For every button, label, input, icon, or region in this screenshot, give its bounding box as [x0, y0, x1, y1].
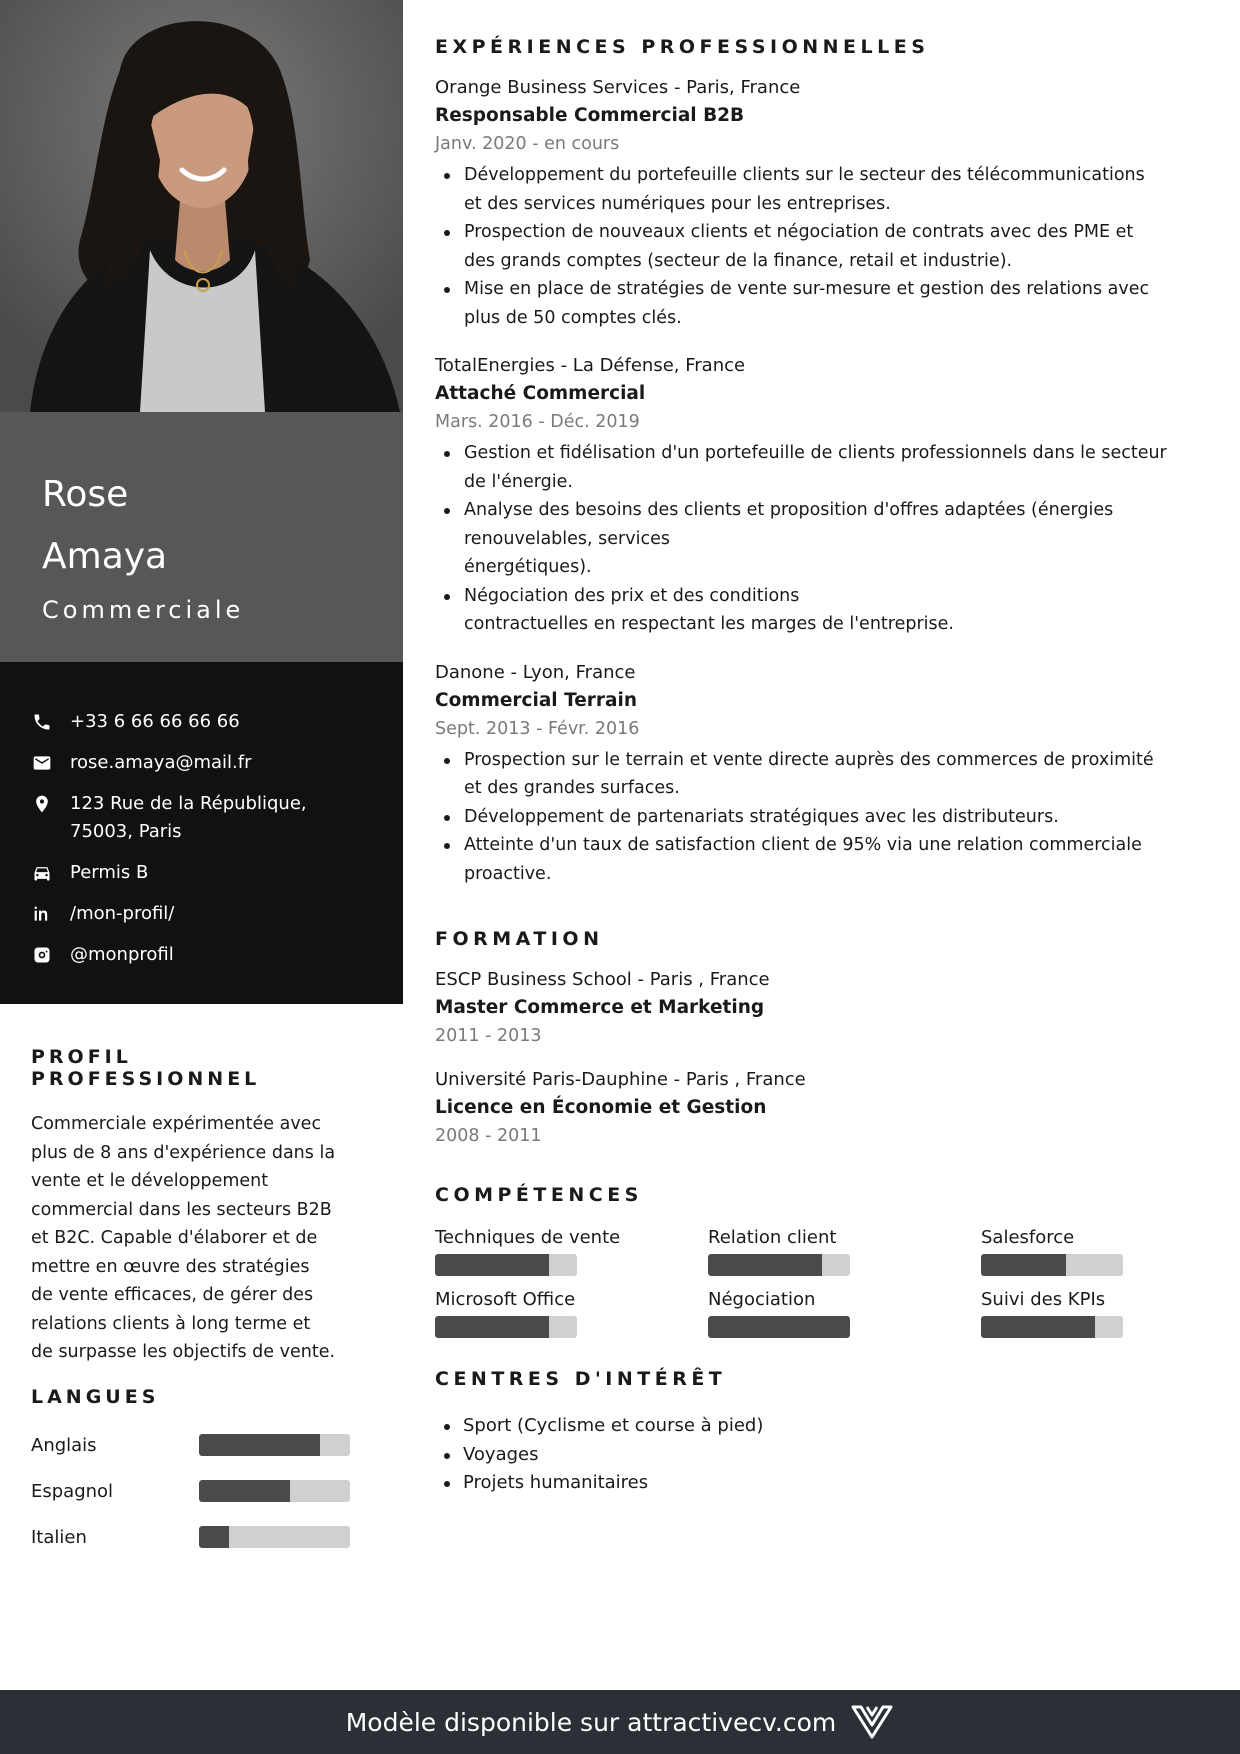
education-date: 2008 - 2011 [435, 1126, 542, 1146]
skill-level-fill [981, 1254, 1066, 1276]
job-bullet: Développement de partenariats stratégiques avec les distributeurs. [435, 803, 1225, 832]
skill-name: Salesforce [981, 1227, 1075, 1248]
skill-item [708, 1226, 981, 1276]
language-level-fill [199, 1434, 320, 1456]
interests-title: CENTRES D'INTÉRÊT [435, 1368, 727, 1390]
job-entry [435, 659, 1225, 889]
education-entry [435, 1066, 1225, 1150]
mail-icon [32, 749, 70, 777]
job-bullet: Gestion et fidélisation d'un portefeuille de clients professionnels dans le secteur de l'énergie. [435, 439, 1225, 496]
job-bullet: Prospection de nouveaux clients et négociation de contrats avec des PME et des grands comptes (secteur de la finance, retail et industrie). [435, 218, 1225, 275]
skill-name: Négociation [708, 1289, 816, 1310]
experience-title: EXPÉRIENCES PROFESSIONNELLES [435, 36, 930, 58]
skill-level-bar [435, 1254, 577, 1276]
job-date: Janv. 2020 - en cours [435, 134, 620, 154]
skill-level-fill [435, 1316, 549, 1338]
last-name: Amaya [42, 536, 168, 577]
job-bullet: Atteinte d'un taux de satisfaction client de 95% via une relation commerciale proactive. [435, 831, 1225, 888]
phone-icon [32, 708, 70, 736]
skill-name: Suivi des KPIs [981, 1289, 1106, 1310]
skill-level-bar [708, 1316, 850, 1338]
car-icon [32, 859, 70, 887]
education-date: 2011 - 2013 [435, 1026, 542, 1046]
attractivecv-logo-icon [850, 1704, 894, 1740]
phone-number: +33 6 66 66 66 66 [70, 711, 240, 732]
instagram-handle[interactable]: @monprofil [70, 944, 174, 965]
skill-item [981, 1226, 1225, 1276]
language-level-bar [199, 1434, 350, 1456]
profile-photo [0, 0, 403, 412]
job-role: Commerciale [42, 596, 245, 624]
name-block [0, 412, 403, 662]
driving-license: Permis B [70, 862, 149, 883]
contact-phone [0, 708, 403, 736]
interest-item: Projets humanitaires [435, 1469, 1225, 1498]
skill-level-bar [981, 1316, 1123, 1338]
profile-text: Commerciale expérimentée avec plus de 8 ans d'expérience dans la vente et le développement commercial dans les secteurs B2B et B2C. Capable d'élaborer et de mettre en œuvre des stratégies de vente efficaces, de gérer des relations clients à long terme et de surpasse les objectifs de vente. [31, 1114, 336, 1362]
language-name: Anglais [31, 1434, 97, 1456]
language-row [31, 1480, 371, 1502]
job-entry [435, 74, 1225, 332]
skills-grid [435, 1226, 1225, 1338]
job-bullets [435, 161, 1225, 332]
language-row [31, 1434, 371, 1456]
education-section [435, 928, 1225, 1150]
linkedin-icon [32, 900, 70, 928]
contact-panel [0, 662, 403, 1004]
language-level-bar [199, 1480, 350, 1502]
job-company: TotalEnergies - La Défense, France [435, 355, 746, 376]
contact-license [0, 859, 403, 887]
education-school: Université Paris-Dauphine - Paris , France [435, 1069, 806, 1090]
interests-list [435, 1412, 1225, 1498]
location-pin-icon [32, 790, 70, 818]
interest-item: Sport (Cyclisme et course à pied) [435, 1412, 1225, 1441]
job-bullet: Négociation des prix et des conditions contractuelles en respectant les marges de l'entreprise. [435, 582, 1225, 639]
contact-address [0, 790, 403, 846]
languages-section [31, 1386, 371, 1548]
job-title: Commercial Terrain [435, 689, 638, 711]
job-bullet: Mise en place de stratégies de vente sur-mesure et gestion des relations avec plus de 50 comptes clés. [435, 275, 1225, 332]
education-list [435, 966, 1225, 1150]
instagram-icon [32, 941, 70, 969]
portrait-illustration [0, 0, 403, 412]
languages-title: LANGUES [31, 1386, 160, 1408]
job-company: Orange Business Services - Paris, France [435, 77, 801, 98]
contact-linkedin[interactable] [0, 900, 403, 928]
skill-level-fill [708, 1316, 850, 1338]
skill-item [708, 1288, 981, 1338]
skill-level-bar [708, 1254, 850, 1276]
first-name: Rose [42, 474, 129, 515]
contact-instagram[interactable] [0, 941, 403, 969]
interest-item: Voyages [435, 1441, 1225, 1470]
skill-level-fill [435, 1254, 549, 1276]
experience-list [435, 74, 1225, 888]
job-bullets [435, 439, 1225, 639]
skill-name: Relation client [708, 1227, 837, 1248]
skill-level-fill [708, 1254, 822, 1276]
skills-section [435, 1184, 1225, 1338]
language-name: Espagnol [31, 1480, 114, 1502]
languages-list [31, 1434, 371, 1548]
education-school: ESCP Business School - Paris , France [435, 969, 770, 990]
job-bullet: Développement du portefeuille clients sur le secteur des télécommunications et des services numériques pour les entreprises. [435, 161, 1225, 218]
skill-name: Microsoft Office [435, 1289, 576, 1310]
skill-level-fill [981, 1316, 1095, 1338]
job-company: Danone - Lyon, France [435, 661, 636, 683]
skill-name: Techniques de vente [435, 1227, 621, 1248]
education-entry [435, 966, 1225, 1050]
skill-level-bar [981, 1254, 1123, 1276]
skill-item [435, 1226, 708, 1276]
skills-title: COMPÉTENCES [435, 1184, 643, 1206]
language-row [31, 1526, 371, 1548]
footer-text[interactable]: Modèle disponible sur attractivecv.com [345, 1707, 837, 1737]
job-date: Sept. 2013 - Févr. 2016 [435, 718, 640, 739]
footer-banner[interactable] [0, 1690, 1240, 1754]
education-degree: Licence en Économie et Gestion [435, 1097, 767, 1118]
skill-level-bar [435, 1316, 577, 1338]
job-bullet: Prospection sur le terrain et vente directe auprès des commerces de proximité et des grandes surfaces. [435, 746, 1225, 803]
main-content [435, 36, 1225, 1498]
language-level-fill [199, 1480, 290, 1502]
education-degree: Master Commerce et Marketing [435, 997, 765, 1018]
education-title: FORMATION [435, 928, 604, 950]
interests-section [435, 1368, 1225, 1498]
job-title: Responsable Commercial B2B [435, 105, 745, 126]
skill-item [435, 1288, 708, 1338]
postal-address: 123 Rue de la République, 75003, Paris [70, 793, 307, 842]
language-level-fill [199, 1526, 229, 1548]
job-bullets [435, 746, 1225, 889]
contact-email [0, 749, 403, 777]
skill-item [981, 1288, 1225, 1338]
linkedin-handle[interactable]: /mon-profil/ [70, 903, 175, 924]
job-entry [435, 352, 1225, 639]
job-date: Mars. 2016 - Déc. 2019 [435, 412, 640, 432]
language-level-bar [199, 1526, 350, 1548]
profile-section [31, 1046, 371, 1367]
email-address: rose.amaya@mail.fr [70, 752, 252, 773]
profile-title: PROFIL PROFESSIONNEL [31, 1046, 261, 1090]
language-name: Italien [31, 1526, 87, 1548]
left-sidebar [0, 0, 403, 1690]
job-bullet: Analyse des besoins des clients et proposition d'offres adaptées (énergies renouvelables, services énergétiques). [435, 496, 1225, 582]
job-title: Attaché Commercial [435, 383, 646, 404]
